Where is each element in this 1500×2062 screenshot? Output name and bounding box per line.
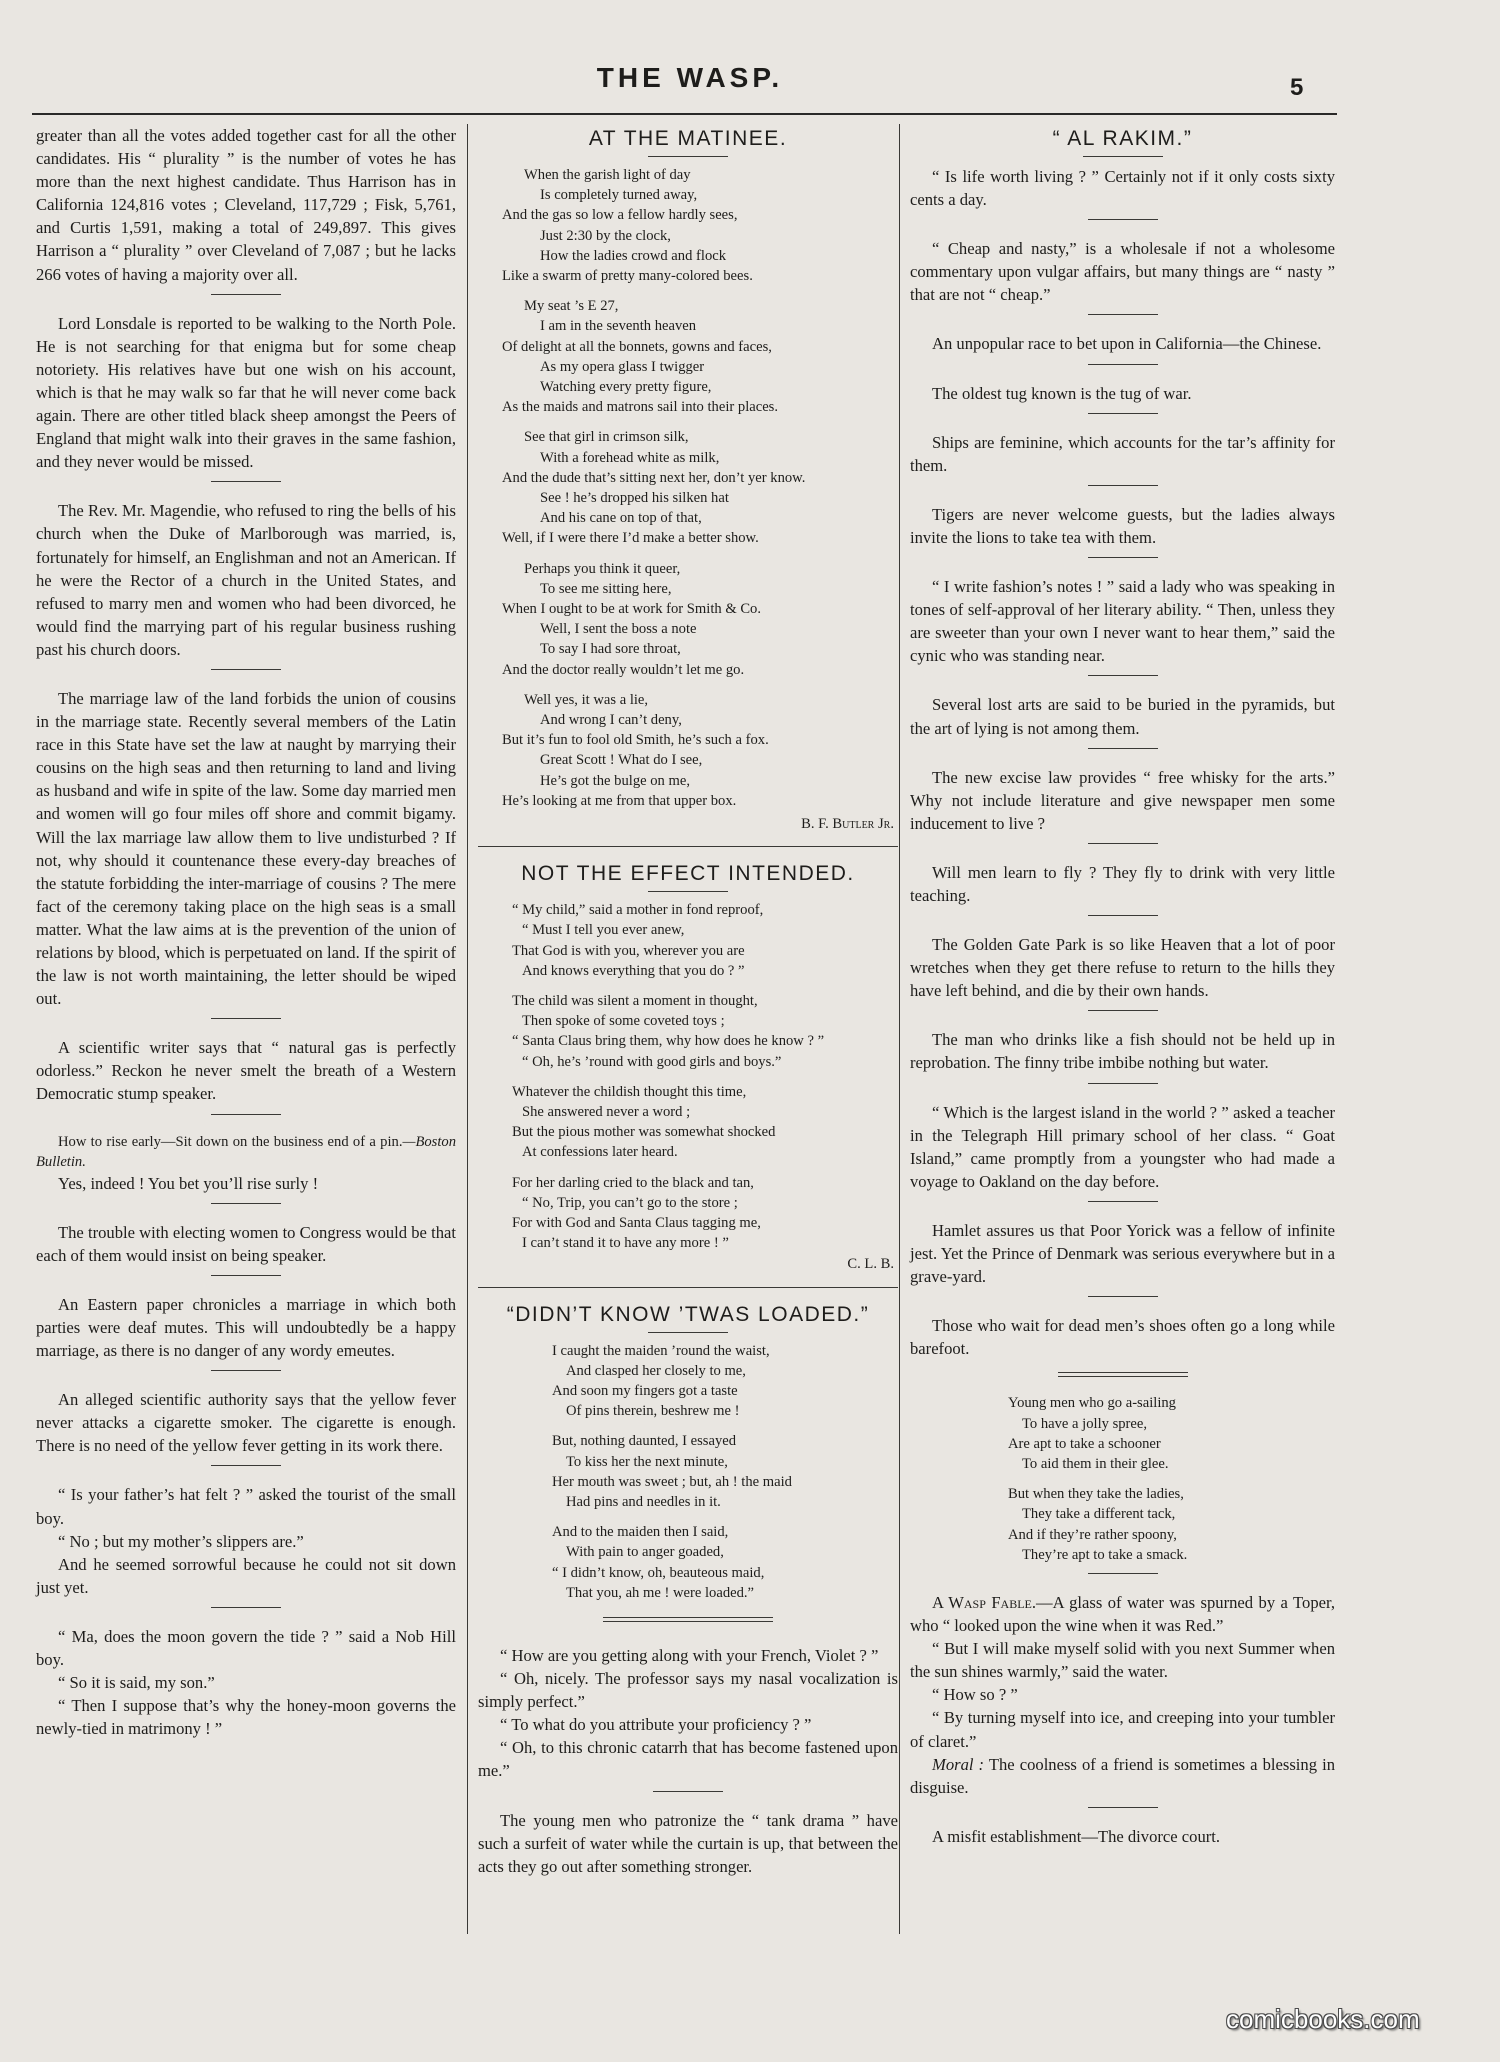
verse-line: To see me sitting here, <box>540 580 672 597</box>
item: The Golden Gate Park is so like Heaven that a lot of poor wretches when they get there refuse to return to the hills they have left behind, and die by their own hands. <box>910 935 1335 1001</box>
verse-line: “ I didn’t know, oh, beauteous maid, <box>552 1564 765 1581</box>
poem-author: C. L. B. <box>847 1256 894 1273</box>
section-rule <box>478 846 898 847</box>
header-rule <box>32 113 1337 115</box>
verse-line: “ No, Trip, you can’t go to the store ; <box>522 1194 738 1211</box>
item: “ Which is the largest island in the world ? ” asked a teacher in the Telegraph Hill primary school of her class. “ Goat Island,” came promptly from a youngster who had made a voyage to Oakland on the day before. <box>910 1102 1335 1191</box>
separator <box>211 1114 281 1115</box>
separator <box>1088 1807 1158 1808</box>
verse-line: My seat ’s E 27, <box>524 298 619 315</box>
title-rule <box>648 156 728 157</box>
paragraph-deaf-mutes: An Eastern paper chronicles a marriage in which both parties were deaf mutes. This will undoubtedly be a happy marriage, as there is no danger of any wordy emeutes. <box>36 1294 456 1361</box>
separator <box>1088 1010 1158 1011</box>
verse-line: They take a different tack, <box>1022 1506 1176 1523</box>
verse-line: Great Scott ! What do I see, <box>540 752 703 769</box>
paragraph-rise-early <box>36 1132 456 1172</box>
newspaper-title: THE WASP. <box>596 62 784 93</box>
verse-line: When I ought to be at work for Smith & Co. <box>502 601 762 618</box>
separator <box>1088 219 1158 220</box>
paragraph-tank-drama: The young men who patronize the “ tank drama ” have such a surfeit of water while the curtain is up, that between the acts they go out after something stronger. <box>478 1810 898 1876</box>
verse-line: Well, if I were there I’d make a better show. <box>502 530 759 547</box>
separator <box>211 1465 281 1466</box>
verse-line: To aid them in their glee. <box>1022 1455 1169 1472</box>
verse-line: As the maids and matrons sail into their places. <box>502 399 779 416</box>
separator <box>211 1018 281 1019</box>
verse-line: With a forehead white as milk, <box>540 449 720 466</box>
verse-sailing <box>910 1393 1335 1565</box>
poem-author: B. F. Butler Jr. <box>801 816 894 833</box>
column-3 <box>910 124 1335 1848</box>
paragraph-moon-tide-end: “ Then I suppose that’s why the honey-moon governs the newly-tied in matrimony ! ” <box>36 1696 456 1739</box>
item: The oldest tug known is the tug of war. <box>932 383 1192 403</box>
paragraph-hat-felt-end: And he seemed sorrowful because he could not sit down just yet. <box>36 1554 456 1597</box>
separator <box>1088 1083 1158 1084</box>
item: The new excise law provides “ free whisky for the arts.” Why not include literature and give newspaper men some inducement to live ? <box>910 767 1335 833</box>
verse-line: Are apt to take a schooner <box>1008 1435 1161 1452</box>
paragraph-fable-answer: “ By turning myself into ice, and creeping into your tumbler of claret.” <box>910 1708 1335 1751</box>
verse-line: And wrong I can’t deny, <box>540 712 682 729</box>
quote-text: How to rise early—Sit down on the business end of a pin. <box>58 1133 403 1150</box>
separator <box>1088 314 1158 315</box>
quote-source: —Boston Bulletin. <box>36 1133 456 1170</box>
poem-title-matinee: AT THE MATINEE. <box>588 127 788 150</box>
verse-line: Perhaps you think it queer, <box>524 560 681 577</box>
paragraph-french: “ How are you getting along with your French, Violet ? ” <box>500 1645 879 1665</box>
separator <box>211 1275 281 1276</box>
item: The man who drinks like a fish should not be held up in reprobation. The finny tribe imbibe nothing but water. <box>910 1030 1335 1073</box>
verse-line: When the garish light of day <box>524 167 691 183</box>
stanza <box>478 1522 898 1603</box>
verse-line: Whatever the childish thought this time, <box>512 1083 747 1100</box>
item: Will men learn to fly ? They fly to drink with very little teaching. <box>910 862 1335 905</box>
verse-line: As my opera glass I twigger <box>540 358 705 375</box>
separator <box>1088 557 1158 558</box>
paragraph-divorce-court: A misfit establishment—The divorce court. <box>932 1826 1221 1846</box>
verse-line: Then spoke of some coveted toys ; <box>522 1013 725 1030</box>
paragraph-rise-reply: Yes, indeed ! You bet you’ll rise surly ! <box>58 1173 319 1193</box>
paragraph-hat-felt: “ Is your father’s hat felt ? ” asked the tourist of the small boy. <box>36 1485 456 1528</box>
stanza <box>478 296 898 417</box>
stanza <box>478 1173 898 1254</box>
verse-line: And his cane on top of that, <box>540 510 702 527</box>
verse-line: But when they take the ladies, <box>1008 1486 1184 1503</box>
separator <box>211 1203 281 1204</box>
poem-matinee <box>478 165 898 811</box>
separator <box>1088 843 1158 844</box>
separator <box>653 1791 723 1792</box>
stanza <box>478 427 898 548</box>
verse-line: But, nothing daunted, I essayed <box>552 1433 737 1450</box>
title-rule <box>648 1332 728 1333</box>
verse-line: How the ladies crowd and flock <box>540 247 727 264</box>
moral-label: Moral : <box>932 1754 985 1774</box>
verse-line: That God is with you, wherever you are <box>512 942 745 959</box>
separator <box>1088 915 1158 916</box>
verse-line: That you, ah me ! were loaded.” <box>566 1584 755 1601</box>
paragraph-fable-water: “ But I will make myself solid with you next Summer when the sun shines warmly,” said the water. <box>910 1639 1335 1682</box>
verse-line: “ Santa Claus bring them, why how does he know ? ” <box>512 1033 825 1050</box>
poem-loaded <box>478 1341 898 1603</box>
item: “ Cheap and nasty,” is a wholesale if not a wholesome commentary upon vulgar affairs, but many things are “ nasty ” that are not “ cheap.” <box>910 239 1335 305</box>
separator <box>1088 485 1158 486</box>
separator <box>1088 413 1158 414</box>
verse-line: I caught the maiden ’round the waist, <box>552 1342 770 1359</box>
separator <box>211 481 281 482</box>
stanza <box>478 559 898 680</box>
verse-line: To kiss her the next minute, <box>566 1453 728 1470</box>
paragraph-natural-gas: A scientific writer says that “ natural gas is perfectly odorless.” Reckon he never smelt the breath of a Western Democratic stump speaker. <box>36 1038 456 1104</box>
verse-line: Watching every pretty figure, <box>540 379 712 396</box>
separator <box>211 294 281 295</box>
verse-line: Well, I sent the boss a note <box>540 621 697 638</box>
verse-line: I am in the seventh heaven <box>540 318 697 335</box>
paragraph-magendie: The Rev. Mr. Magendie, who refused to ring the bells of his church when the Duke of Marlborough was married, is, fortunately for himself, an Englishman and not an American. If he were the Rector of a church in the United States, and refused to marry men and women who had been divorced, he would find the marrying part of his regular business rushing past his church doors. <box>36 501 456 659</box>
column-2 <box>478 124 898 1878</box>
separator <box>211 1370 281 1371</box>
paragraph-french-question: “ To what do you attribute your proficiency ? ” <box>500 1715 812 1735</box>
verse-line: Of delight at all the bonnets, gowns and faces, <box>502 338 772 355</box>
verse-line: Is completely turned away, <box>540 187 698 204</box>
stanza <box>478 1082 898 1163</box>
separator <box>1088 364 1158 365</box>
verse-line: With pain to anger goaded, <box>566 1544 724 1561</box>
verse-line: And soon my fingers got a taste <box>552 1382 738 1399</box>
paragraph-moon-tide-reply: “ So it is said, my son.” <box>58 1673 215 1693</box>
double-rule <box>1058 1372 1188 1377</box>
verse-line: Just 2:30 by the clock, <box>540 227 671 244</box>
fable-text: —A glass of water was spurned by a Toper, who “ looked upon the wine when it was Red.” <box>910 1593 1335 1636</box>
poem-title-loaded: “DIDN’T KNOW ’TWAS LOADED.” <box>506 1302 870 1326</box>
column-divider-1 <box>467 124 468 1934</box>
item: An unpopular race to bet upon in California—the Chinese. <box>932 334 1322 354</box>
stanza <box>478 165 898 286</box>
stanza <box>478 1341 898 1422</box>
title-rule <box>1083 156 1163 157</box>
paragraph-french-end: “ Oh, to this chronic catarrh that has become fastened upon me.” <box>478 1738 898 1781</box>
verse-line: Young men who go a-sailing <box>1008 1395 1176 1412</box>
verse-line: Her mouth was sweet ; but, ah ! the maid <box>552 1473 792 1490</box>
verse-line: And to the maiden then I said, <box>552 1524 729 1541</box>
separator <box>1088 748 1158 749</box>
verse-line: And if they’re rather spoony, <box>1008 1526 1177 1543</box>
verse-line: And knows everything that you do ? ” <box>522 962 745 979</box>
paragraph-moral <box>910 1753 1335 1799</box>
verse-line: They’re apt to take a smack. <box>1022 1546 1188 1563</box>
paragraph-fable-question: “ How so ? ” <box>932 1685 1018 1705</box>
verse-line: But it’s fun to fool old Smith, he’s such a fox. <box>502 732 769 749</box>
verse-line: Like a swarm of pretty many-colored bees. <box>502 268 753 285</box>
verse-line: To say I had sore throat, <box>540 641 681 658</box>
separator <box>211 669 281 670</box>
paragraph-fable <box>910 1591 1335 1637</box>
paragraph-moon-tide: “ Ma, does the moon govern the tide ? ” said a Nob Hill boy. <box>36 1626 456 1669</box>
poem-effect <box>478 900 898 1253</box>
verse-line: Of pins therein, beshrew me ! <box>566 1403 740 1420</box>
column-divider-2 <box>899 124 900 1934</box>
verse-line: “ Must I tell you ever anew, <box>522 922 685 939</box>
section-rule <box>478 1287 898 1288</box>
verse-line: She answered never a word ; <box>522 1104 691 1121</box>
separator <box>211 1607 281 1608</box>
item: “ I write fashion’s notes ! ” said a lady who was speaking in tones of self-approval of her literary ability. “ Then, unless they are sweeter than your own I never want to hear them,” said the cynic who was standing near. <box>910 577 1335 666</box>
verse-line: “ Oh, he’s ’round with good girls and boys.” <box>522 1053 782 1070</box>
verse-line: And the doctor really wouldn’t let me go. <box>502 661 745 678</box>
section-title-al-rakim: “ AL RAKIM.” <box>1052 127 1193 150</box>
verse-line: The child was silent a moment in thought, <box>512 993 758 1009</box>
title-rule <box>648 891 728 892</box>
verse-line: For her darling cried to the black and tan, <box>512 1174 754 1191</box>
verse-line: And the gas so low a fellow hardly sees, <box>502 207 738 224</box>
item: Ships are feminine, which accounts for the tar’s affinity for them. <box>910 432 1335 475</box>
verse-line: See that girl in crimson silk, <box>524 429 689 446</box>
double-rule <box>603 1617 773 1622</box>
separator <box>1088 1296 1158 1297</box>
watermark-stamp: comicbooks.com <box>1226 2004 1420 2034</box>
verse-line: And the dude that’s sitting next her, don’t yer know. <box>502 469 806 486</box>
paragraph-french-reply: “ Oh, nicely. The professor says my nasal vocalization is simply perfect.” <box>478 1669 898 1712</box>
verse-line: But the pious mother was somewhat shocked <box>512 1124 776 1141</box>
paragraph-marriage-law: The marriage law of the land forbids the union of cousins in the marriage state. Recently several members of the Latin race in this State have set the law at naught by marrying their cousins on the high seas and then returning to land and living as husband and wife in spite of the law. Some day married men and women will go four miles off shore and commit bigamy. Will the lax marriage law allow them to live undisturbed ? If not, why should it countenance these every-day breaches of the statute forbidding the inter-marriage of cousins ? The mere fact of the ceremony taking place on the high seas is a small matter. What the law aims at is the prevention of the union of relations by blood, which is perpetuated on land. If the spirit of the law is not worth maintaining, the letter should be wiped out. <box>36 688 456 1009</box>
paragraph-plurality: greater than all the votes added together cast for all the other candidates. His “ plurality ” is the number of votes he has more than the next highest candidate. Thus Harrison has in California 124,816 votes ; Cleveland, 117,729 ; Fisk, 5,761, and Curtis 1,591, making a total of 249,897. This gives Harrison a “ plurality ” over Cleveland of 7,087 ; but he lacks 266 votes of having a majority over all. <box>36 126 456 284</box>
separator <box>1088 675 1158 676</box>
verse-line: I can’t stand it to have any more ! ” <box>522 1235 729 1252</box>
paragraph-women-congress: The trouble with electing women to Congress would be that each of them would insist on being speaker. <box>36 1222 456 1265</box>
separator <box>1088 1201 1158 1202</box>
item: Several lost arts are said to be buried in the pyramids, but the art of lying is not among them. <box>910 695 1335 738</box>
stanza <box>478 991 898 1072</box>
verse-line: At confessions later heard. <box>522 1144 678 1161</box>
item: Hamlet assures us that Poor Yorick was a fellow of infinite jest. Yet the Prince of Denmark was serious everywhere but in a grave-yard. <box>910 1220 1335 1287</box>
verse-line: See ! he’s dropped his silken hat <box>540 490 729 507</box>
paragraph-lonsdale: Lord Lonsdale is reported to be walking to the North Pole. He is not searching for that enigma but for some cheap notoriety. His relatives have but one wish on his account, which is that he may walk so far that he will never come back again. There are other titled black sheep amongst the Peers of England that might walk into their graves in the same fashion, and they never would be missed. <box>36 313 456 472</box>
stanza <box>478 900 898 981</box>
verse-line: He’s got the bulge on me, <box>540 772 690 789</box>
verse-line: To have a jolly spree, <box>1022 1415 1148 1432</box>
stanza <box>478 690 898 811</box>
column-1 <box>36 124 456 1740</box>
masthead <box>0 62 1500 106</box>
separator <box>1088 1573 1158 1574</box>
verse-line: Had pins and needles in it. <box>566 1493 721 1510</box>
moral-text: The coolness of a friend is sometimes a blessing in disguise. <box>910 1754 1335 1797</box>
verse-line: He’s looking at me from that upper box. <box>502 792 737 809</box>
fable-label: A Wasp Fable. <box>932 1593 1037 1612</box>
stanza <box>478 1431 898 1512</box>
item: Those who wait for dead men’s shoes often go a long while barefoot. <box>910 1316 1335 1359</box>
verse-line: For with God and Santa Claus tagging me, <box>512 1215 761 1232</box>
stanza <box>910 1393 1335 1474</box>
item: “ Is life worth living ? ” Certainly not if it only costs sixty cents a day. <box>910 167 1335 210</box>
verse-line: Well yes, it was a lie, <box>524 691 649 708</box>
verse-line: “ My child,” said a mother in fond reproof, <box>512 902 764 919</box>
verse-line: And clasped her closely to me, <box>566 1362 746 1379</box>
paragraph-hat-felt-reply: “ No ; but my mother’s slippers are.” <box>58 1531 304 1551</box>
stanza <box>910 1484 1335 1565</box>
page-number: 5 <box>1290 74 1304 101</box>
paragraph-yellow-fever: An alleged scientific authority says that the yellow fever never attacks a cigarette smoker. The cigarette is enough. There is no need of the yellow fever getting in its work there. <box>36 1390 456 1456</box>
poem-title-effect: NOT THE EFFECT INTENDED. <box>521 862 855 886</box>
item: Tigers are never welcome guests, but the ladies always invite the lions to take tea with them. <box>910 504 1335 547</box>
